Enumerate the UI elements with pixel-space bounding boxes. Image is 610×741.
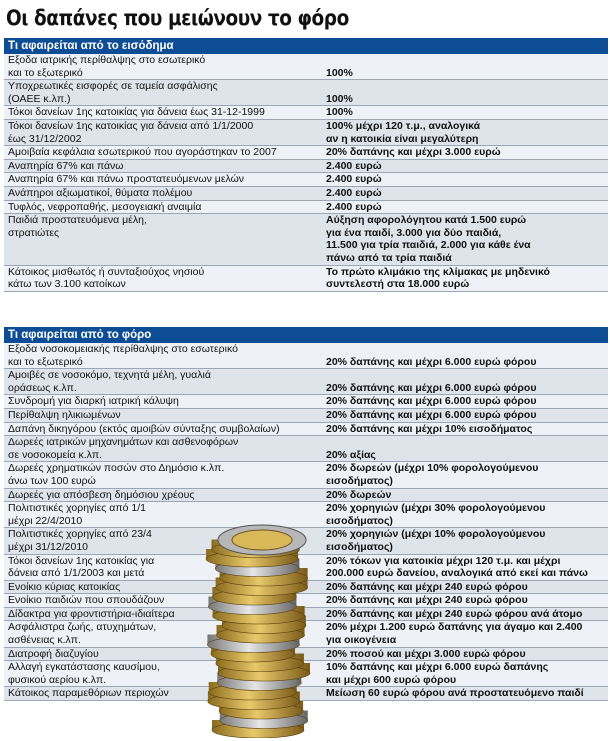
coin [219, 703, 303, 719]
deduction-value: Αύξηση αφορολόγητου κατά 1.500 ευρώ για ένα παιδί, 3.000 για δύο παιδιά, 11.500 για τρία παιδιά, 2.000 για κάθε ένα πάνω από τα τρία παιδιά [326, 214, 531, 264]
deduction-value: 2.400 ευρώ [326, 159, 382, 172]
deduction-value: 2.400 ευρώ [326, 186, 382, 199]
deduction-value: 20% δωρεών [326, 488, 392, 501]
deduction-value: 20% δαπάνης και μέχρι 3.000 ευρώ [326, 146, 501, 159]
deduction-label: Εξοδα νοσοκομειακής περίθαλψης στο εσωτερικό και το εξωτερικό [8, 343, 238, 368]
deduction-label: Τόκοι δανείων 1ης κατοικίας για δάνεια από 1/1/2000 έως 31/12/2002 [8, 119, 254, 145]
deduction-value: 100% [326, 106, 353, 119]
deduction-value: 20% δωρεών (μέχρι 10% φορολογούμενου εισοδήματος) [326, 462, 539, 487]
table-row [4, 528, 608, 554]
coin [220, 713, 308, 729]
deduction-label: Υποχρεωτικές εισφορές σε ταμεία ασφάλισης (ΟΑΕΕ κ.λπ.) [8, 80, 218, 105]
deduction-value: 100% [326, 66, 353, 79]
deduction-label: Δωρεές για απόσβεση δημόσιου χρέους [8, 488, 195, 501]
section-header: Τι αφαιρείται από το εισόδημα [4, 38, 608, 54]
section-header: Τι αφαιρείται από το φόρο [4, 327, 608, 343]
table-row [4, 581, 608, 595]
deduction-value: 20% δαπάνης και μέχρι 240 ευρώ φόρου [326, 594, 528, 607]
deduction-label: Ενοίκιο κύριας κατοικίας [8, 580, 121, 593]
table-row [4, 409, 608, 423]
deduction-label: Κάτοικος μισθωτός ή συνταξιούχος νησιού κάτω των 3.100 κατοίκων [8, 265, 205, 291]
table-row [4, 214, 608, 265]
table-row [4, 146, 608, 160]
deduction-label: Παιδιά προστατευόμενα μέλη, στρατιώτες [8, 214, 147, 239]
deduction-label: Τόκοι δανείων 1ης κατοικίας για δάνεια έως 31-12-1999 [8, 106, 265, 119]
deduction-label: Δίδακτρα για φροντιστήρια-ιδιαίτερα [8, 607, 175, 620]
deduction-value: Μείωση 60 ευρώ φόρου ανά προστατευόμενο παιδί [326, 687, 584, 700]
deduction-value: 20% δαπάνης και μέχρι 6.000 ευρώ φόρου [326, 381, 537, 394]
deduction-rows [4, 54, 608, 292]
table-row [4, 436, 608, 462]
coin-edge [212, 720, 304, 730]
coin [212, 722, 304, 738]
table-row [4, 80, 608, 106]
table-row [4, 369, 608, 395]
table-row [4, 173, 608, 187]
deduction-label: Αναπηρία 67% και πάνω [8, 159, 124, 172]
deduction-value: 20% μέχρι 1.200 ευρώ δαπάνης για άγαμο και 2.400 για οικογένεια [326, 621, 583, 647]
deduction-label: Εξοδα ιατρικής περίθαλψης στο εσωτερικό και το εξωτερικό [8, 54, 206, 79]
income-deductions-section [4, 38, 608, 292]
deduction-label: Πολιτιστικές χορηγίες από 23/4 μέχρι 31/12/2010 [8, 528, 152, 553]
deduction-label: Αμοιβαία κεφάλαια εσωτερικού που αγοράστηκαν το 2007 [8, 146, 277, 159]
table-row [4, 395, 608, 409]
deduction-label: Τόκοι δανείων 1ης κατοικίας για δάνεια από 1/1/2003 και μετά [8, 554, 155, 580]
table-row [4, 120, 608, 146]
table-row [4, 54, 608, 80]
deduction-value: 100% [326, 92, 353, 105]
deduction-value: 20% δαπάνης και μέχρι 6.000 ευρώ φόρου [326, 395, 537, 408]
table-row [4, 661, 608, 687]
deduction-value: 10% δαπάνης και μέχρι 6.000 ευρώ δαπάνης και μέχρι 600 ευρώ φόρου [326, 661, 549, 686]
deduction-label: Δωρεές ιατρικών μηχανημάτων και ασθενοφόρων σε νοσοκομεία κ.λπ. [8, 436, 239, 461]
deduction-value: 2.400 ευρώ [326, 173, 382, 186]
table-row [4, 462, 608, 488]
table-row [4, 555, 608, 581]
tax-deductions-section [4, 327, 608, 701]
deduction-value: 20% δαπάνης και μέχρι 240 ευρώ φόρου [326, 580, 528, 593]
deduction-value: 20% χορηγιών (μέχρι 10% φορολογούμενου εισοδήματος) [326, 528, 546, 553]
table-row [4, 423, 608, 437]
table-row [4, 201, 608, 215]
deduction-label: Δωρεές χρηματικών ποσών στο Δημόσιο κ.λπ. άνω των 100 ευρώ [8, 462, 225, 487]
deduction-value: 20% δαπάνης και μέχρι 6.000 ευρώ φόρου [326, 355, 537, 368]
deduction-label: Τυφλός, νεφροπαθής, μεσογειακή αναιμία [8, 200, 202, 213]
deduction-label: Αναπηρία 67% και πάνω προστατευόμενων μελών [8, 173, 245, 186]
deduction-value: 20% δαπάνης και μέχρι 10% εισοδήματος [326, 422, 533, 435]
deduction-value: 20% τόκων για κατοικία μέχρι 120 τ.μ. και μέχρι 200.000 ευρώ δανείου, αναλογικά από εκεί και πάνω [326, 554, 588, 580]
table-row [4, 502, 608, 528]
deduction-label: Συνδρομή για διαρκή ιατρική κάλυψη [8, 395, 179, 408]
table-row [4, 594, 608, 608]
deduction-value: 20% χορηγιών (μέχρι 30% φορολογούμενου εισοδήματος) [326, 502, 546, 527]
deduction-value: 20% αξίας [326, 448, 376, 461]
deduction-label: Πολιτιστικές χορηγίες από 1/1 μέχρι 22/4/2010 [8, 502, 146, 527]
page-title: Οι δαπάνες που μειώνουν το φόρο [6, 6, 349, 30]
deduction-label: Διατροφή διαζυγίου [8, 647, 99, 660]
table-row [4, 343, 608, 369]
table-row [4, 621, 608, 647]
deduction-label: Αλλαγή εγκατάστασης καυσίμου, φυσικού αερίου κ.λπ. [8, 661, 160, 686]
deduction-rows [4, 343, 608, 701]
table-row [4, 489, 608, 503]
deduction-value: 20% ποσού και μέχρι 3.000 ευρώ φόρου [326, 647, 526, 660]
deduction-value: 20% δαπάνης και μέχρι 240 ευρώ φόρου ανά άτομο [326, 607, 583, 620]
coin-edge [220, 711, 308, 721]
table-row [4, 687, 608, 701]
deduction-label: Αμοιβές σε νοσοκόμο, τεχνητά μέλη, γυαλιά οράσεως κ.λπ. [8, 369, 211, 394]
deduction-label: Ασφάλιστρα ζωής, ατυχημάτων, ασθένειας κ.λπ. [8, 621, 157, 647]
table-row [4, 106, 608, 120]
deduction-label: Δαπάνη δικηγόρου (εκτός αμοιβών σύνταξης συμβολαίων) [8, 422, 280, 435]
table-row [4, 648, 608, 662]
deduction-label: Κάτοικος παραμεθόριων περιοχών [8, 687, 169, 700]
table-row [4, 608, 608, 622]
table-row [4, 187, 608, 201]
table-row [4, 160, 608, 174]
deduction-value: 20% δαπάνης και μέχρι 6.000 ευρώ φόρου [326, 408, 537, 421]
coin-edge [219, 701, 303, 711]
deduction-value: 2.400 ευρώ [326, 200, 382, 213]
deduction-label: Περίθαλψη ηλικιωμένων [8, 408, 121, 421]
deduction-label: Ενοίκιο παιδιών που σπουδάζουν [8, 594, 165, 607]
deduction-value: Το πρώτο κλιμάκιο της κλίμακας με μηδενικό συντελεστή στα 18.000 ευρώ [326, 265, 550, 291]
deduction-label: Ανάπηροι αξιωματικοί, θύματα πολέμου [8, 186, 193, 199]
deduction-value: 100% μέχρι 120 τ.μ., αναλογικά αν η κατοικία είναι μεγαλύτερη [326, 119, 481, 145]
table-row [4, 266, 608, 292]
